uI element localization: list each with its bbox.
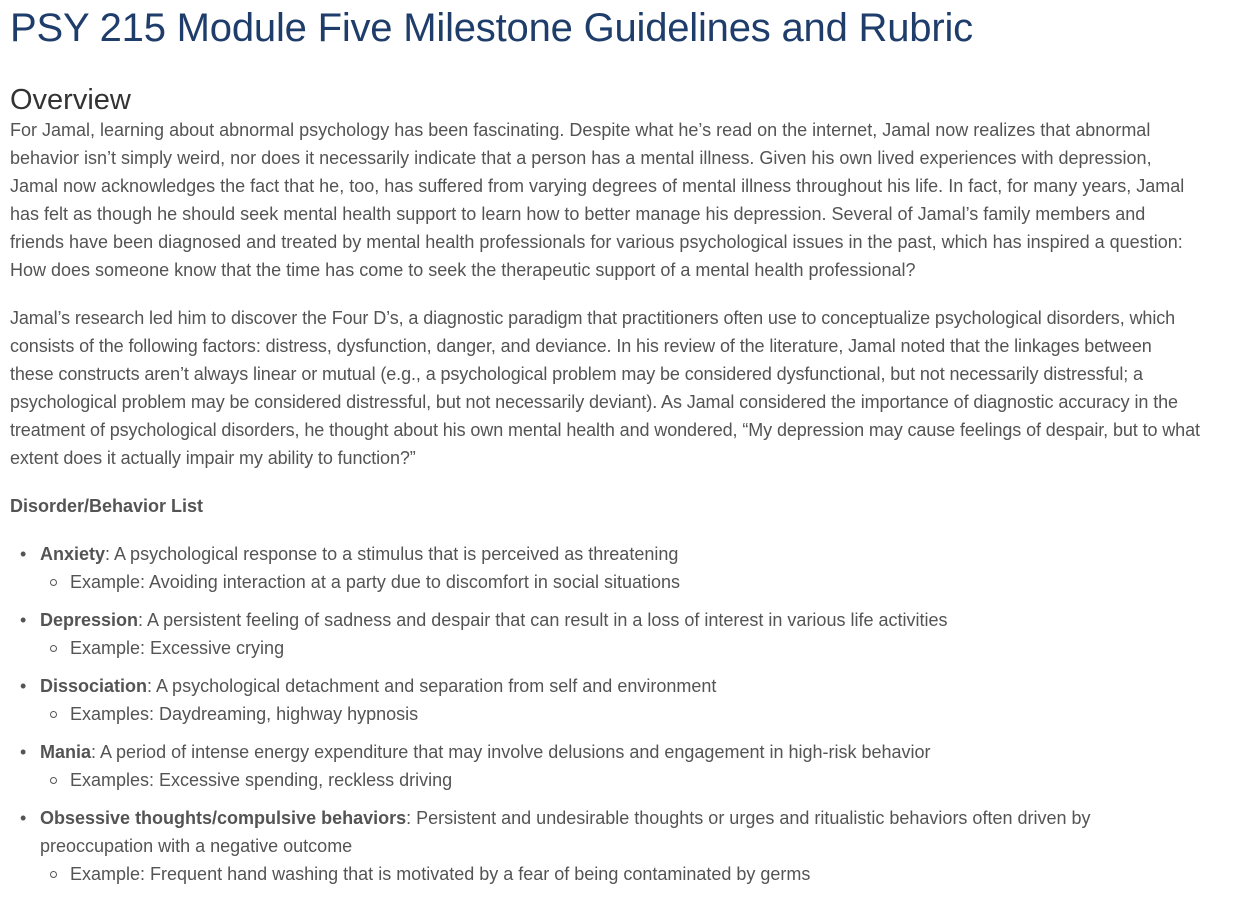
list-item: [40, 672, 1200, 728]
overview-paragraph: Jamal’s research led him to discover the Four D’s, a diagnostic paradigm that practitioners often use to conceptualize psychological disorders, which consists of the following factors: distress, dysfunction, danger, and deviance. In his review of the literature, Jamal noted that the linkages between these constructs aren’t always linear or mutual (e.g., a psychological problem may be considered dysfunctional, but not necessarily distressful; a psychological problem may be considered distressful, but not necessarily deviant). As Jamal considered the importance of diagnostic accuracy in the treatment of psychological disorders, he thought about his own mental health and wondered, “My depression may cause feelings of despair, but to what extent does it actually impair my ability to function?”: [10, 308, 1200, 468]
disorder-definition: : A psychological response to a stimulus that is perceived as threatening: [105, 544, 679, 564]
example-list: [40, 766, 1200, 794]
disorder-definition: : Persistent and undesirable thoughts or urges and ritualistic behaviors often driven by preoccupation with a negative outcome: [40, 808, 1091, 856]
list-item: [40, 738, 1200, 794]
disorder-term: Mania: [40, 742, 92, 762]
list-item: [40, 540, 1200, 596]
example-item: Example: Avoiding interaction at a party due to discomfort in social situations: [70, 568, 1200, 596]
disorder-term: Depression: [40, 610, 139, 630]
example-list: [40, 568, 1200, 596]
overview-heading: Overview: [10, 84, 131, 116]
disorder-definition: : A persistent feeling of sadness and despair that can result in a loss of interest in various life activities: [138, 610, 948, 630]
example-list: [40, 634, 1200, 662]
disorder-list: [10, 540, 1200, 888]
example-list: [40, 700, 1200, 728]
example-item: Examples: Excessive spending, reckless driving: [70, 766, 1200, 794]
example-item: Example: Frequent hand washing that is motivated by a fear of being contaminated by germs: [70, 860, 1200, 888]
page-title: PSY 215 Module Five Milestone Guidelines and Rubric: [10, 6, 973, 50]
disorder-definition: : A period of intense energy expenditure that may involve delusions and engagement in high-risk behavior: [91, 742, 931, 762]
disorder-definition: : A psychological detachment and separation from self and environment: [147, 676, 717, 696]
list-item: [40, 804, 1200, 888]
document-page: [0, 4, 1200, 888]
overview-paragraph: For Jamal, learning about abnormal psychology has been fascinating. Despite what he’s read on the internet, Jamal now realizes that abnormal behavior isn’t simply weird, nor does it necessarily indicate that a person has a mental illness. Given his own lived experiences with depression, Jamal now acknowledges the fact that he, too, has suffered from varying degrees of mental illness throughout his life. In fact, for many years, Jamal has felt as though he should seek mental health support to learn how to better manage his depression. Several of Jamal’s family members and friends have been diagnosed and treated by mental health professionals for various psychological issues in the past, which has inspired a question: How does someone know that the time has come to seek the therapeutic support of a mental health professional?: [10, 120, 1185, 280]
example-item: Example: Excessive crying: [70, 634, 1200, 662]
disorder-term: Anxiety: [40, 544, 106, 564]
disorder-term: Obsessive thoughts/compulsive behaviors: [40, 808, 407, 828]
example-item: Examples: Daydreaming, highway hypnosis: [70, 700, 1200, 728]
list-item: [40, 606, 1200, 662]
disorder-term: Dissociation: [40, 676, 148, 696]
disorder-list-heading: Disorder/Behavior List: [10, 496, 204, 516]
example-list: [40, 860, 1200, 888]
